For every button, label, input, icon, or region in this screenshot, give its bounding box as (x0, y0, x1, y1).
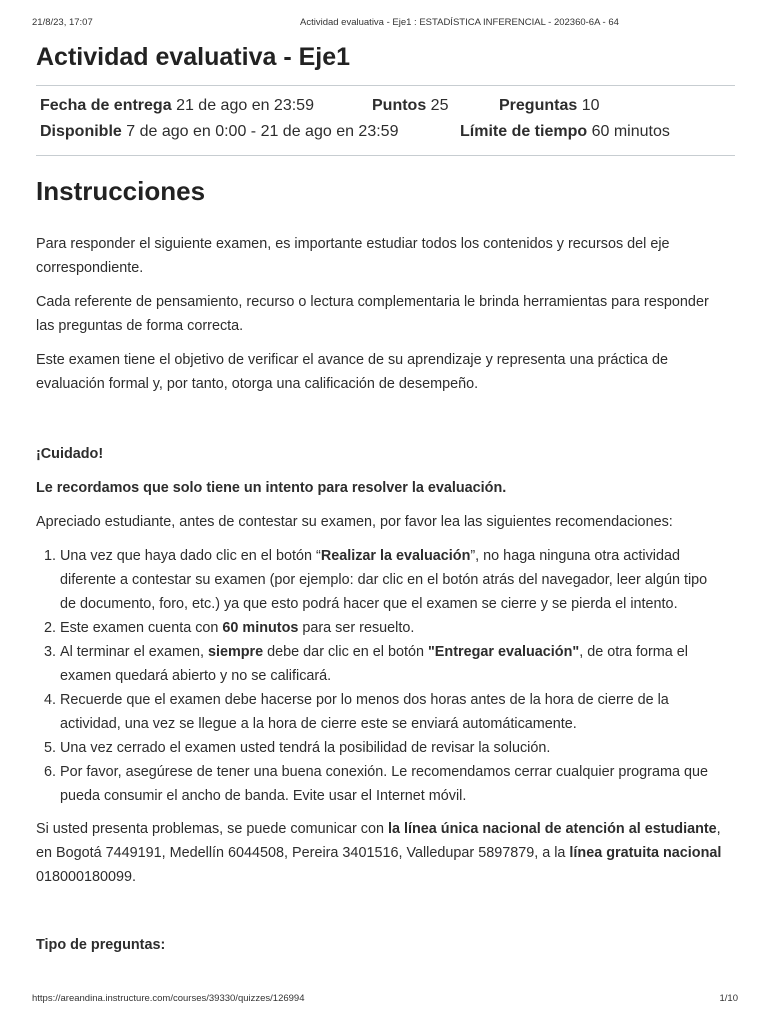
print-header (32, 17, 738, 31)
text-run-bold: siempre (207, 644, 264, 660)
questions-value: 10 (581, 97, 600, 114)
list-item: 5. Una vez cerrado el examen usted tendrá la posibilidad de revisar la solución. (60, 736, 726, 760)
page-title: Actividad evaluativa - Eje1 (36, 43, 351, 71)
list-item: 6. Por favor, asegúrese de tener una buena conexión. Le recomendamos cerrar cualquier programa que pueda consumir el ancho de banda. Evite usar el Internet móvil. (60, 760, 726, 808)
text-run-bold: Realizar la evaluación (320, 548, 471, 564)
text-run: 018000180099. (36, 869, 137, 885)
text-run-bold: la línea única nacional de atención al estudiante (387, 821, 717, 837)
text-run: Este examen cuenta con (60, 620, 223, 636)
available-value: 7 de ago en 0:00 - 21 de ago en 23:59 (126, 123, 399, 140)
due-date (40, 97, 314, 115)
text-run-bold: línea gratuita nacional (569, 845, 722, 861)
instructions-paragraph: Este examen tiene el objetivo de verificar el avance de su aprendizaje y representa una práctica de evaluación formal y, por tanto, otorga una calificación de desempeño. (36, 352, 668, 392)
divider (36, 85, 735, 86)
text-run-bold: "Entregar evaluación" (427, 644, 580, 660)
question-type-heading: Tipo de preguntas: (36, 937, 166, 953)
text-run: Si usted presenta problemas, se puede comunicar con (36, 821, 388, 837)
spacer (36, 406, 726, 442)
text-run: para ser resuelto. (298, 620, 415, 636)
questions-count (499, 97, 600, 115)
availability (40, 123, 398, 141)
time-limit-label: Límite de tiempo (460, 123, 588, 140)
time-limit-value: 60 minutos (591, 123, 670, 140)
caution-strong: ¡Cuidado! (36, 446, 104, 462)
print-url: https://areandina.instructure.com/courses/39330/quizzes/126994 (32, 993, 305, 1004)
list-item (60, 640, 726, 688)
caution-text (36, 442, 726, 466)
print-document-title: Actividad evaluativa - Eje1 : ESTADÍSTICA INFERENCIAL - 202360-6A - 64 (300, 17, 619, 28)
list-item (60, 544, 726, 616)
print-footer (32, 993, 738, 1007)
due-label: Fecha de entrega (40, 97, 172, 114)
reminder-text (36, 476, 726, 500)
text-run: ”, no haga ninguna otra actividad diferente a contestar su examen (por ejemplo: dar clic en el botón atrás del navegador, leer algún tipo de documento, foro, etc.) ya que esto podrá hacer que el examen se cierre y se pierda el intento. (60, 548, 708, 612)
text-run: debe dar clic en el botón (263, 644, 428, 660)
recommendations-list (36, 544, 726, 808)
points (372, 97, 448, 115)
page-number: 1/10 (719, 993, 738, 1004)
text-run: Al terminar el examen, (60, 644, 208, 660)
text-run-bold: 60 minutos (222, 620, 299, 636)
instructions-heading: Instrucciones (36, 176, 206, 206)
reminder-strong: Le recordamos que solo tiene un intento para resolver la evaluación. (36, 480, 507, 496)
text-run: , en Bogotá 7449191, Medellín 6044508, Pereira 3401516, Valledupar 5897879, a la (36, 821, 721, 861)
print-date: 21/8/23, 17:07 (32, 17, 93, 28)
instructions-paragraph: Cada referente de pensamiento, recurso o lectura complementaria le brinda herramientas para responder las preguntas de forma correcta. (36, 294, 709, 334)
list-item: 4. Recuerde que el examen debe hacerse por lo menos dos horas antes de la hora de cierre de la actividad, una vez se llegue a la hora de cierre este se enviará automáticamente. (60, 688, 726, 736)
time-limit (460, 123, 670, 141)
instructions-paragraph: Para responder el siguiente examen, es importante estudiar todos los contenidos y recursos del eje correspondiente. (36, 236, 670, 276)
recommendations-intro: Apreciado estudiante, antes de contestar su examen, por favor lea las siguientes recomendaciones: (36, 514, 673, 530)
text-run: Una vez que haya dado clic en el botón “ (60, 548, 321, 564)
points-value: 25 (430, 97, 449, 114)
divider (36, 155, 735, 156)
points-label: Puntos (372, 97, 427, 114)
instructions-body (36, 232, 726, 967)
questions-label: Preguntas (499, 97, 578, 114)
due-value: 21 de ago en 23:59 (176, 97, 314, 114)
contact-paragraph (36, 817, 726, 889)
available-label: Disponible (40, 123, 122, 140)
text-run: , de otra forma el examen quedará abierto y no se calificará. (60, 644, 688, 684)
list-item (60, 616, 726, 640)
